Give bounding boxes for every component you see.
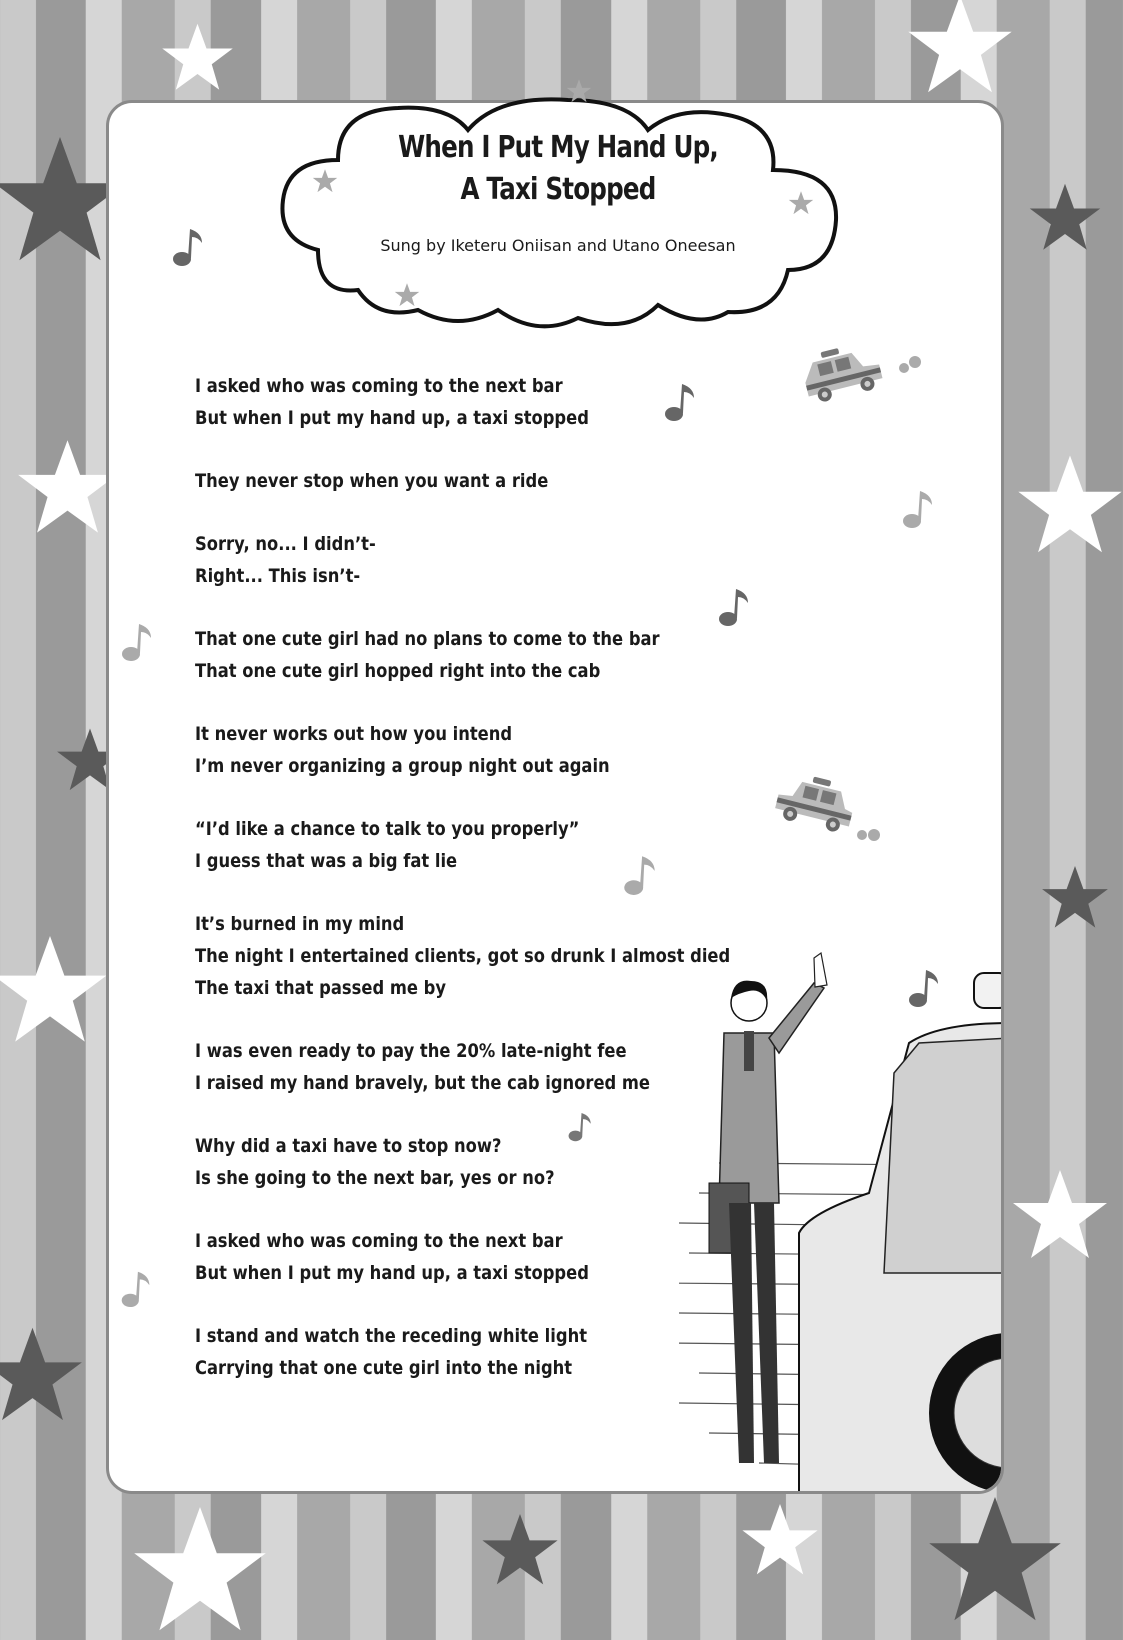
lyric-line: Carrying that one cute girl into the night (195, 1357, 573, 1379)
star-icon (394, 282, 420, 308)
lyrics-stanza (195, 528, 730, 592)
lyric-line: Right... This isn’t- (195, 565, 361, 587)
star-icon (0, 1320, 85, 1430)
lyric-line: I raised my hand bravely, but the cab ignored me (195, 1072, 651, 1094)
star-icon (566, 78, 592, 104)
lyrics-stanza (195, 813, 730, 877)
star-icon (920, 1490, 1070, 1630)
song-title-line-1: When I Put My Hand Up, (398, 130, 718, 165)
lyric-line: I’m never organizing a group night out again (195, 755, 610, 777)
lyric-line: I was even ready to pay the 20% late-night fee (195, 1040, 627, 1062)
lyrics-stanza (195, 370, 730, 434)
lyrics-stanza (195, 1225, 730, 1289)
lyric-line: Is she going to the next bar, yes or no? (195, 1167, 555, 1189)
lyric-line: The night I entertained clients, got so drunk I almost died (195, 945, 731, 967)
lyric-line: The taxi that passed me by (195, 977, 446, 999)
music-note-icon (906, 966, 942, 1008)
star-icon (160, 20, 235, 95)
lyrics-stanza (195, 718, 730, 782)
lyric-line: I stand and watch the receding white light (195, 1325, 588, 1347)
lyric-line: I guess that was a big fat lie (195, 850, 458, 872)
song-title-line-2: A Taxi Stopped (460, 172, 656, 207)
star-icon (480, 1510, 560, 1590)
lyric-line: That one cute girl had no plans to come to the bar (195, 628, 660, 650)
music-note-icon (118, 1268, 154, 1308)
star-icon (1010, 1160, 1110, 1270)
lyric-line: That one cute girl hopped right into the cab (195, 660, 601, 682)
star-icon (1015, 440, 1123, 570)
lyric-line: Why did a taxi have to stop now? (195, 1135, 502, 1157)
lyric-line: It never works out how you intend (195, 723, 513, 745)
lyric-line: “I’d like a chance to talk to you properly” (195, 818, 580, 840)
lyrics-stanza (195, 623, 730, 687)
lyrics-stanza (195, 465, 730, 497)
star-icon (895, 0, 1025, 100)
star-icon (125, 1500, 275, 1640)
lyrics-stanza (195, 908, 730, 1004)
lyric-line: Sorry, no... I didn’t- (195, 533, 376, 555)
lyrics-stanza (195, 1035, 730, 1099)
lyric-line: It’s burned in my mind (195, 913, 405, 935)
song-credit: Sung by Iketeru Oniisan and Utano Oneesan (380, 236, 736, 255)
lyric-line: I asked who was coming to the next bar (195, 1230, 563, 1252)
lyric-line: I asked who was coming to the next bar (195, 375, 563, 397)
star-icon (15, 435, 120, 540)
lyric-line: They never stop when you want a ride (195, 470, 549, 492)
music-note-icon (898, 487, 938, 529)
lyrics-stanza (195, 1320, 730, 1384)
lyrics-stanza (195, 1130, 730, 1194)
taxi-icon (800, 340, 930, 410)
star-icon (1040, 860, 1110, 935)
lyric-line: But when I put my hand up, a taxi stopped (195, 407, 589, 429)
star-icon (1025, 180, 1105, 255)
lyrics-body (195, 370, 730, 1415)
music-note-icon (116, 620, 158, 662)
star-icon (740, 1495, 820, 1585)
lyric-line: But when I put my hand up, a taxi stopped (195, 1262, 589, 1284)
music-note-icon (170, 225, 206, 267)
star-icon (0, 925, 110, 1055)
star-icon (788, 190, 814, 216)
taxi-icon (770, 775, 900, 845)
